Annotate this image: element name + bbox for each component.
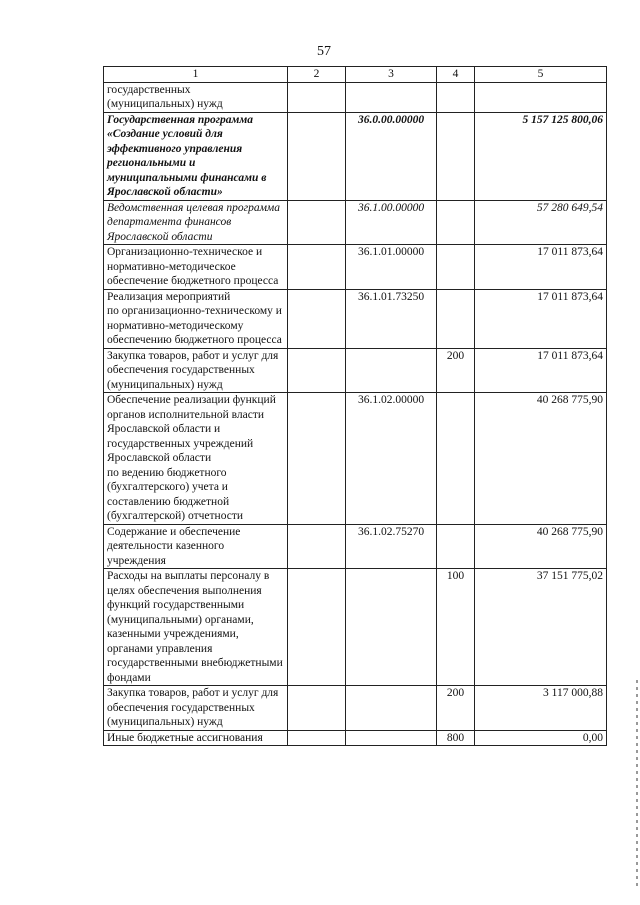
column-header: 4 bbox=[437, 67, 475, 83]
row-expense-type: 100 bbox=[437, 569, 475, 686]
row-expense-type: 800 bbox=[437, 730, 475, 746]
row-sum: 5 157 125 800,06 bbox=[475, 112, 607, 200]
table-row bbox=[104, 82, 607, 112]
row-program bbox=[288, 82, 346, 112]
table-row bbox=[104, 289, 607, 348]
table-row bbox=[104, 200, 607, 245]
table-row bbox=[104, 569, 607, 686]
row-name: Ведомственная целевая программа департамента финансов Ярославской области bbox=[104, 200, 288, 245]
row-code bbox=[346, 730, 437, 746]
row-name: Содержание и обеспечение деятельности казенного учреждения bbox=[104, 524, 288, 569]
row-program bbox=[288, 245, 346, 290]
column-header: 3 bbox=[346, 67, 437, 83]
row-name: Иные бюджетные ассигнования bbox=[104, 730, 288, 746]
row-program bbox=[288, 289, 346, 348]
row-program bbox=[288, 200, 346, 245]
table-header-row bbox=[104, 67, 607, 83]
row-program bbox=[288, 569, 346, 686]
table-row bbox=[104, 393, 607, 525]
table-row bbox=[104, 112, 607, 200]
column-header: 2 bbox=[288, 67, 346, 83]
row-code bbox=[346, 348, 437, 393]
row-name: Закупка товаров, работ и услуг для обеспечения государственных (муниципальных) нужд bbox=[104, 686, 288, 731]
row-code: 36.1.00.00000 bbox=[346, 200, 437, 245]
row-program bbox=[288, 112, 346, 200]
row-sum: 17 011 873,64 bbox=[475, 245, 607, 290]
row-code: 36.0.00.00000 bbox=[346, 112, 437, 200]
row-expense-type: 200 bbox=[437, 686, 475, 731]
row-code bbox=[346, 686, 437, 731]
budget-table bbox=[103, 66, 607, 746]
row-expense-type: 200 bbox=[437, 348, 475, 393]
row-sum: 17 011 873,64 bbox=[475, 289, 607, 348]
row-sum: 17 011 873,64 bbox=[475, 348, 607, 393]
table-row bbox=[104, 245, 607, 290]
row-code: 36.1.01.00000 bbox=[346, 245, 437, 290]
row-program bbox=[288, 348, 346, 393]
table-row bbox=[104, 348, 607, 393]
row-expense-type bbox=[437, 200, 475, 245]
row-code bbox=[346, 82, 437, 112]
row-sum: 0,00 bbox=[475, 730, 607, 746]
row-code: 36.1.02.00000 bbox=[346, 393, 437, 525]
row-name: Реализация мероприятий по организационно-техническому и нормативно-методическому обеспечению бюджетного процесса bbox=[104, 289, 288, 348]
row-sum: 57 280 649,54 bbox=[475, 200, 607, 245]
row-expense-type bbox=[437, 112, 475, 200]
row-name: Организационно-техническое и нормативно-методическое обеспечение бюджетного процесса bbox=[104, 245, 288, 290]
row-name: Закупка товаров, работ и услуг для обеспечения государственных (муниципальных) нужд bbox=[104, 348, 288, 393]
row-expense-type bbox=[437, 245, 475, 290]
row-sum: 37 151 775,02 bbox=[475, 569, 607, 686]
page-number: 57 bbox=[317, 44, 331, 59]
column-header: 1 bbox=[104, 67, 288, 83]
scan-edge-artifact bbox=[636, 680, 638, 890]
row-program bbox=[288, 730, 346, 746]
row-code: 36.1.02.75270 bbox=[346, 524, 437, 569]
row-name: Расходы на выплаты персоналу в целях обеспечения выполнения функций государственными (муниципальными) органами, казенными учреждениями, органами управления государственными внебюджетными фондами bbox=[104, 569, 288, 686]
row-program bbox=[288, 524, 346, 569]
row-expense-type bbox=[437, 289, 475, 348]
row-name: Государственная программа «Создание условий для эффективного управления региональными и муниципальными финансами в Ярославской области» bbox=[104, 112, 288, 200]
row-sum: 40 268 775,90 bbox=[475, 393, 607, 525]
row-sum: 3 117 000,88 bbox=[475, 686, 607, 731]
row-program bbox=[288, 393, 346, 525]
table-row bbox=[104, 524, 607, 569]
row-expense-type bbox=[437, 82, 475, 112]
row-sum bbox=[475, 82, 607, 112]
row-sum: 40 268 775,90 bbox=[475, 524, 607, 569]
row-program bbox=[288, 686, 346, 731]
table-row bbox=[104, 686, 607, 731]
column-header: 5 bbox=[475, 67, 607, 83]
row-code: 36.1.01.73250 bbox=[346, 289, 437, 348]
table-row bbox=[104, 730, 607, 746]
row-name: Обеспечение реализации функций органов исполнительной власти Ярославской области и государственных учреждений Ярославской области по ведению бюджетного (бухгалтерского) учета и составлению бюджетной (бухгалтерской) отчетности bbox=[104, 393, 288, 525]
row-name: государственных (муниципальных) нужд bbox=[104, 82, 288, 112]
row-code bbox=[346, 569, 437, 686]
row-expense-type bbox=[437, 524, 475, 569]
row-expense-type bbox=[437, 393, 475, 525]
